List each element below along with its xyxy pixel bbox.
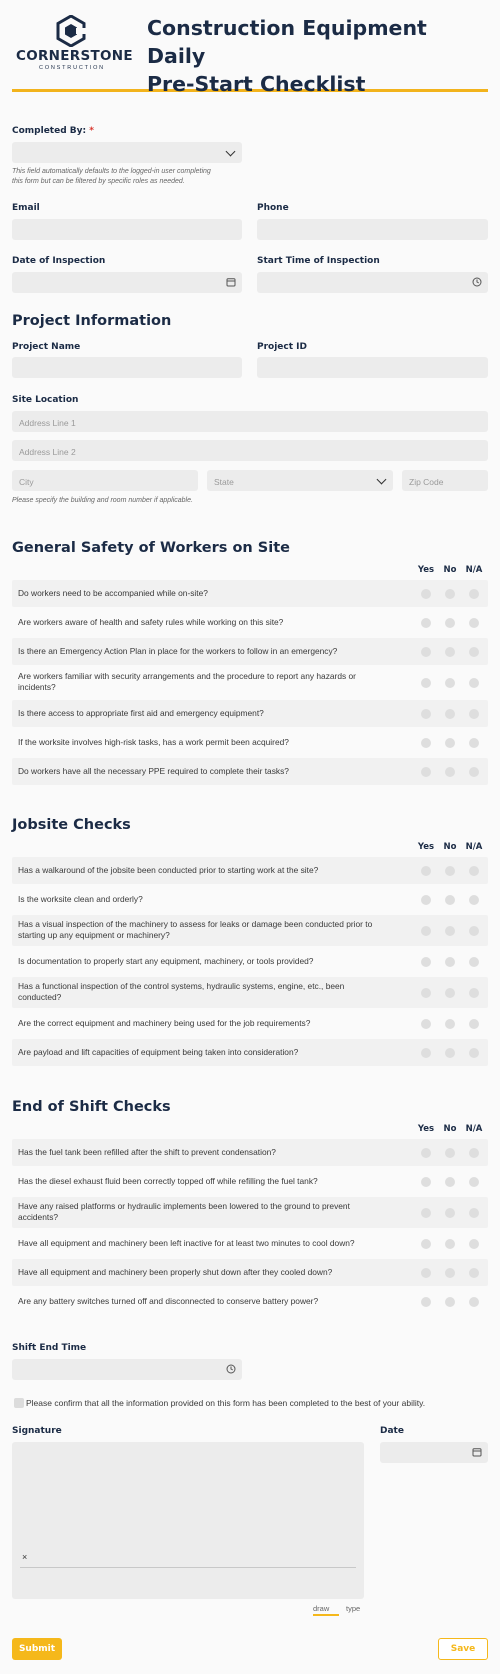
radio-no[interactable] <box>445 589 455 599</box>
date-label: Date <box>380 1426 404 1436</box>
radio-yes[interactable] <box>421 1177 431 1187</box>
radio-no[interactable] <box>445 926 455 936</box>
radio-na[interactable] <box>469 618 479 628</box>
phone-label: Phone <box>257 203 289 213</box>
signature-x-mark: × <box>22 1552 28 1562</box>
question-text: Are workers aware of health and safety rules while working on this site? <box>18 617 284 627</box>
question-text: Are any battery switches turned off and disconnected to conserve battery power? <box>18 1296 319 1306</box>
radio-yes[interactable] <box>421 1297 431 1307</box>
start-time-label: Start Time of Inspection <box>257 256 380 266</box>
jobsite-checks-title: Jobsite Checks <box>12 817 131 833</box>
date-of-inspection-field[interactable] <box>12 272 242 293</box>
clock-icon[interactable] <box>472 277 482 287</box>
radio-yes[interactable] <box>421 709 431 719</box>
site-location-hint: Please specify the building and room number if applicable. <box>12 497 193 504</box>
radio-na[interactable] <box>469 957 479 967</box>
question-row <box>12 1168 488 1195</box>
shift-end-time-label: Shift End Time <box>12 1343 87 1353</box>
end-of-shift-title: End of Shift Checks <box>12 1099 171 1115</box>
logo <box>16 15 133 75</box>
zip-code-placeholder: Zip Code <box>409 477 444 487</box>
radio-na[interactable] <box>469 1019 479 1029</box>
project-name-label: Project Name <box>12 342 81 352</box>
completed-by-hint-line-1: This field automatically defaults to the logged-in user completing <box>12 168 211 175</box>
question-text: Do workers need to be accompanied while on-site? <box>18 588 208 598</box>
column-no: No <box>443 1124 457 1134</box>
radio-yes[interactable] <box>421 678 431 688</box>
radio-yes[interactable] <box>421 767 431 777</box>
column-yes: Yes <box>417 842 435 852</box>
column-yes: Yes <box>417 1124 435 1134</box>
tab-type-label: type <box>346 1604 361 1613</box>
radio-yes[interactable] <box>421 926 431 936</box>
chevron-down-icon <box>226 147 236 157</box>
radio-no[interactable] <box>445 618 455 628</box>
radio-no[interactable] <box>445 866 455 876</box>
question-text: Has a visual inspection of the machinery to assess for leaks or damage been conducted prior to starting up any equipment or machinery? <box>18 919 373 940</box>
question-row <box>12 1010 488 1037</box>
logo-mark-icon <box>56 15 86 47</box>
address-line-2-placeholder: Address Line 2 <box>19 447 76 457</box>
radio-no[interactable] <box>445 1148 455 1158</box>
project-id-field[interactable] <box>257 357 488 378</box>
radio-yes[interactable] <box>421 988 431 998</box>
shift-end-time-field[interactable] <box>12 1359 242 1380</box>
calendar-icon[interactable] <box>226 277 236 287</box>
radio-na[interactable] <box>469 647 479 657</box>
question-text: Have all equipment and machinery been left inactive for at least two minutes to cool down? <box>18 1238 355 1248</box>
tab-type[interactable] <box>346 1604 360 1613</box>
radio-no[interactable] <box>445 647 455 657</box>
start-time-field[interactable] <box>257 272 488 293</box>
radio-no[interactable] <box>445 1177 455 1187</box>
question-row <box>12 948 488 975</box>
tab-draw[interactable] <box>313 1604 329 1613</box>
question-row <box>12 638 488 665</box>
question-row <box>12 1259 488 1286</box>
question-row <box>12 729 488 756</box>
confirm-checkbox[interactable] <box>14 1398 24 1408</box>
form-header <box>12 12 488 96</box>
tab-draw-label: draw <box>313 1604 330 1613</box>
question-text: Are the correct equipment and machinery being used for the job requirements? <box>18 1018 311 1028</box>
radio-na[interactable] <box>469 1208 479 1218</box>
page-title <box>147 14 487 98</box>
signature-label: Signature <box>12 1426 62 1436</box>
submit-button[interactable]: Submit <box>12 1638 62 1660</box>
question-text: Is there access to appropriate first aid and emergency equipment? <box>18 708 264 718</box>
radio-na[interactable] <box>469 589 479 599</box>
column-no: No <box>443 842 457 852</box>
column-na: N/A <box>465 565 483 575</box>
radio-no[interactable] <box>445 1019 455 1029</box>
address-line-2-field[interactable] <box>12 440 488 461</box>
question-text: Are payload and lift capacities of equipment being taken into consideration? <box>18 1047 299 1057</box>
question-text: Has a functional inspection of the control systems, hydraulic systems, engine, etc., been conducted? <box>18 981 345 1002</box>
radio-no[interactable] <box>445 767 455 777</box>
page-title-line-1: Construction Equipment Daily <box>147 16 427 68</box>
question-row <box>12 580 488 607</box>
question-row <box>12 915 488 946</box>
question-row <box>12 1197 488 1228</box>
question-text: Is there an Emergency Action Plan in place for the workers to follow in an emergency? <box>18 646 338 656</box>
radio-na[interactable] <box>469 678 479 688</box>
radio-no[interactable] <box>445 895 455 905</box>
column-na: N/A <box>465 1124 483 1134</box>
completed-by-label-text: Completed By: <box>12 126 87 136</box>
site-location-label: Site Location <box>12 395 79 405</box>
question-row <box>12 700 488 727</box>
radio-no[interactable] <box>445 1268 455 1278</box>
signature-pad[interactable] <box>12 1442 364 1599</box>
question-row <box>12 857 488 884</box>
radio-yes[interactable] <box>421 1268 431 1278</box>
question-text: If the worksite involves high-risk tasks, has a work permit been acquired? <box>18 737 289 747</box>
radio-na[interactable] <box>469 988 479 998</box>
project-id-label: Project ID <box>257 342 307 352</box>
city-field[interactable] <box>12 470 198 491</box>
zip-code-field[interactable] <box>402 470 488 491</box>
radio-na[interactable] <box>469 1177 479 1187</box>
address-line-1-field[interactable] <box>12 411 488 432</box>
radio-no[interactable] <box>445 988 455 998</box>
question-row <box>12 1230 488 1257</box>
question-text: Are workers familiar with security arrangements and the procedure to report any hazards or incidents? <box>18 671 356 692</box>
completed-by-select[interactable] <box>12 142 242 163</box>
column-na: N/A <box>465 842 483 852</box>
radio-na[interactable] <box>469 709 479 719</box>
radio-yes[interactable] <box>421 957 431 967</box>
completed-by-label <box>12 126 94 136</box>
radio-na[interactable] <box>469 1148 479 1158</box>
email-label: Email <box>12 203 40 213</box>
signature-line <box>20 1567 356 1568</box>
radio-na[interactable] <box>469 1048 479 1058</box>
radio-yes[interactable] <box>421 1048 431 1058</box>
radio-no[interactable] <box>445 678 455 688</box>
radio-yes[interactable] <box>421 589 431 599</box>
radio-yes[interactable] <box>421 738 431 748</box>
question-row <box>12 977 488 1008</box>
page-title-line-2: Pre-Start Checklist <box>147 72 366 96</box>
question-text: Do workers have all the necessary PPE required to complete their tasks? <box>18 766 289 776</box>
calendar-icon[interactable] <box>472 1447 482 1457</box>
radio-no[interactable] <box>445 1239 455 1249</box>
radio-na[interactable] <box>469 738 479 748</box>
question-text: Has a walkaround of the jobsite been conducted prior to starting work at the site? <box>18 865 319 875</box>
radio-no[interactable] <box>445 1048 455 1058</box>
project-information-title: Project Information <box>12 313 172 329</box>
radio-yes[interactable] <box>421 618 431 628</box>
date-of-inspection-label: Date of Inspection <box>12 256 106 266</box>
radio-na[interactable] <box>469 926 479 936</box>
state-placeholder: State <box>214 477 234 487</box>
radio-na[interactable] <box>469 866 479 876</box>
column-no: No <box>443 565 457 575</box>
question-row <box>12 1139 488 1166</box>
question-text: Is documentation to properly start any equipment, machinery, or tools provided? <box>18 956 314 966</box>
address-line-1-placeholder: Address Line 1 <box>19 418 76 428</box>
required-mark: * <box>89 126 94 136</box>
clock-icon[interactable] <box>226 1364 236 1374</box>
phone-field[interactable] <box>257 219 488 240</box>
radio-no[interactable] <box>445 957 455 967</box>
radio-na[interactable] <box>469 1297 479 1307</box>
project-name-field[interactable] <box>12 357 242 378</box>
question-text: Have any raised platforms or hydraulic implements been lowered to the ground to prevent accidents? <box>18 1201 350 1222</box>
completed-by-hint <box>12 167 252 187</box>
radio-na[interactable] <box>469 895 479 905</box>
radio-yes[interactable] <box>421 647 431 657</box>
logo-name: CORNERSTONE <box>16 48 133 64</box>
radio-yes[interactable] <box>421 1208 431 1218</box>
radio-yes[interactable] <box>421 1148 431 1158</box>
completed-by-hint-line-2: this form but can be filtered by specific roles as needed. <box>12 178 185 185</box>
radio-yes[interactable] <box>421 895 431 905</box>
question-text: Have all equipment and machinery been properly shut down after they cooled down? <box>18 1267 333 1277</box>
radio-no[interactable] <box>445 709 455 719</box>
radio-yes[interactable] <box>421 1239 431 1249</box>
radio-na[interactable] <box>469 767 479 777</box>
date-field[interactable] <box>380 1442 488 1463</box>
confirm-text: Please confirm that all the information provided on this form has been completed to the best of your ability. <box>26 1398 426 1408</box>
question-text: Has the fuel tank been refilled after the shift to prevent condensation? <box>18 1147 276 1157</box>
question-row <box>12 758 488 785</box>
radio-na[interactable] <box>469 1268 479 1278</box>
email-field[interactable] <box>12 219 242 240</box>
question-row <box>12 609 488 636</box>
state-select[interactable] <box>207 470 393 491</box>
city-placeholder: City <box>19 477 34 487</box>
question-row <box>12 1288 488 1315</box>
question-text: Has the diesel exhaust fluid been correctly topped off while refilling the fuel tank? <box>18 1176 318 1186</box>
question-row <box>12 667 488 698</box>
question-text: Is the worksite clean and orderly? <box>18 894 143 904</box>
chevron-down-icon <box>377 475 387 485</box>
radio-no[interactable] <box>445 1297 455 1307</box>
logo-subtitle: CONSTRUCTION <box>39 65 105 71</box>
radio-yes[interactable] <box>421 1019 431 1029</box>
radio-no[interactable] <box>445 1208 455 1218</box>
tab-draw-underline <box>313 1614 339 1616</box>
question-row <box>12 1039 488 1066</box>
save-button[interactable]: Save <box>438 1638 488 1660</box>
column-yes: Yes <box>417 565 435 575</box>
radio-na[interactable] <box>469 1239 479 1249</box>
question-row <box>12 886 488 913</box>
radio-no[interactable] <box>445 738 455 748</box>
general-safety-title: General Safety of Workers on Site <box>12 540 290 556</box>
radio-yes[interactable] <box>421 866 431 876</box>
